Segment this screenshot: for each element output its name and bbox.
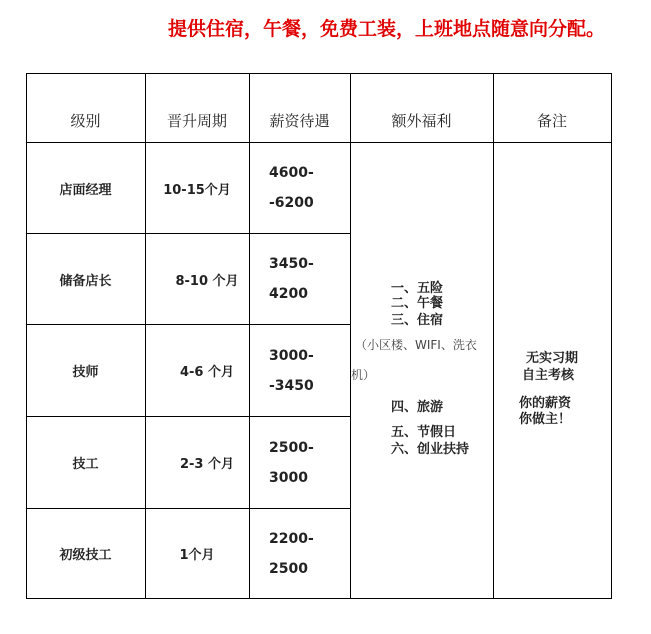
row-level: 店面经理	[59, 182, 112, 198]
salary-line: 2200-	[269, 530, 314, 547]
row-level: 初级技工	[59, 548, 112, 563]
salary-line: 2500	[269, 560, 308, 577]
row-salary	[249, 417, 350, 508]
row-level: 储备店长	[59, 273, 112, 289]
benefit-item: 四、旅游	[391, 400, 444, 415]
row-period: 8-10 个月	[175, 273, 239, 289]
salary-line: 3000-	[269, 347, 314, 364]
benefit-note: （小区楼、WIFI、洗衣	[355, 338, 477, 352]
salary-line: 4600-	[269, 165, 314, 181]
row-period: 2-3 个月	[179, 457, 234, 472]
salary-line: -3450	[269, 377, 314, 394]
header-salary: 薪资待遇	[269, 111, 330, 130]
row-salary	[249, 234, 350, 324]
benefit-item: 六、创业扶持	[391, 442, 470, 457]
row-salary	[249, 325, 350, 416]
remark-line: 自主考核	[522, 368, 575, 383]
header-level: 级别	[70, 111, 101, 130]
remarks-cell	[494, 216, 612, 599]
row-salary	[249, 509, 350, 598]
row-salary	[249, 143, 350, 233]
benefit-item: 三、住宿	[391, 313, 444, 328]
benefit-note: 机）	[351, 368, 376, 382]
row-period: 10-15个月	[163, 182, 231, 198]
salary-line: 4200	[269, 286, 308, 302]
row-level: 技工	[72, 457, 99, 472]
recruitment-banner: 提供住宿，午餐，免费工装，上班地点随意向分配。	[168, 18, 606, 40]
salary-line: 3000	[269, 469, 308, 486]
salary-line: 3450-	[269, 256, 314, 272]
salary-line: -6200	[269, 195, 314, 211]
row-level: 技师	[72, 365, 99, 380]
header-extra-benefits: 额外福利	[391, 111, 452, 130]
benefit-item: 二、午餐	[391, 296, 444, 311]
row-period: 4-6 个月	[179, 365, 234, 380]
benefit-item: 一、五险	[391, 281, 444, 296]
salary-table	[26, 73, 612, 599]
salary-line: 2500-	[269, 439, 314, 456]
remark-line: 你的薪资	[519, 396, 572, 411]
row-period: 1个月	[179, 548, 215, 563]
header-remarks: 备注	[536, 111, 567, 130]
benefit-item: 五、节假日	[391, 425, 457, 440]
header-promotion-period: 晋升周期	[166, 111, 227, 130]
extra-benefits-cell	[351, 216, 494, 599]
remark-line: 你做主！	[519, 412, 572, 427]
remark-line: 无实习期	[526, 351, 579, 366]
